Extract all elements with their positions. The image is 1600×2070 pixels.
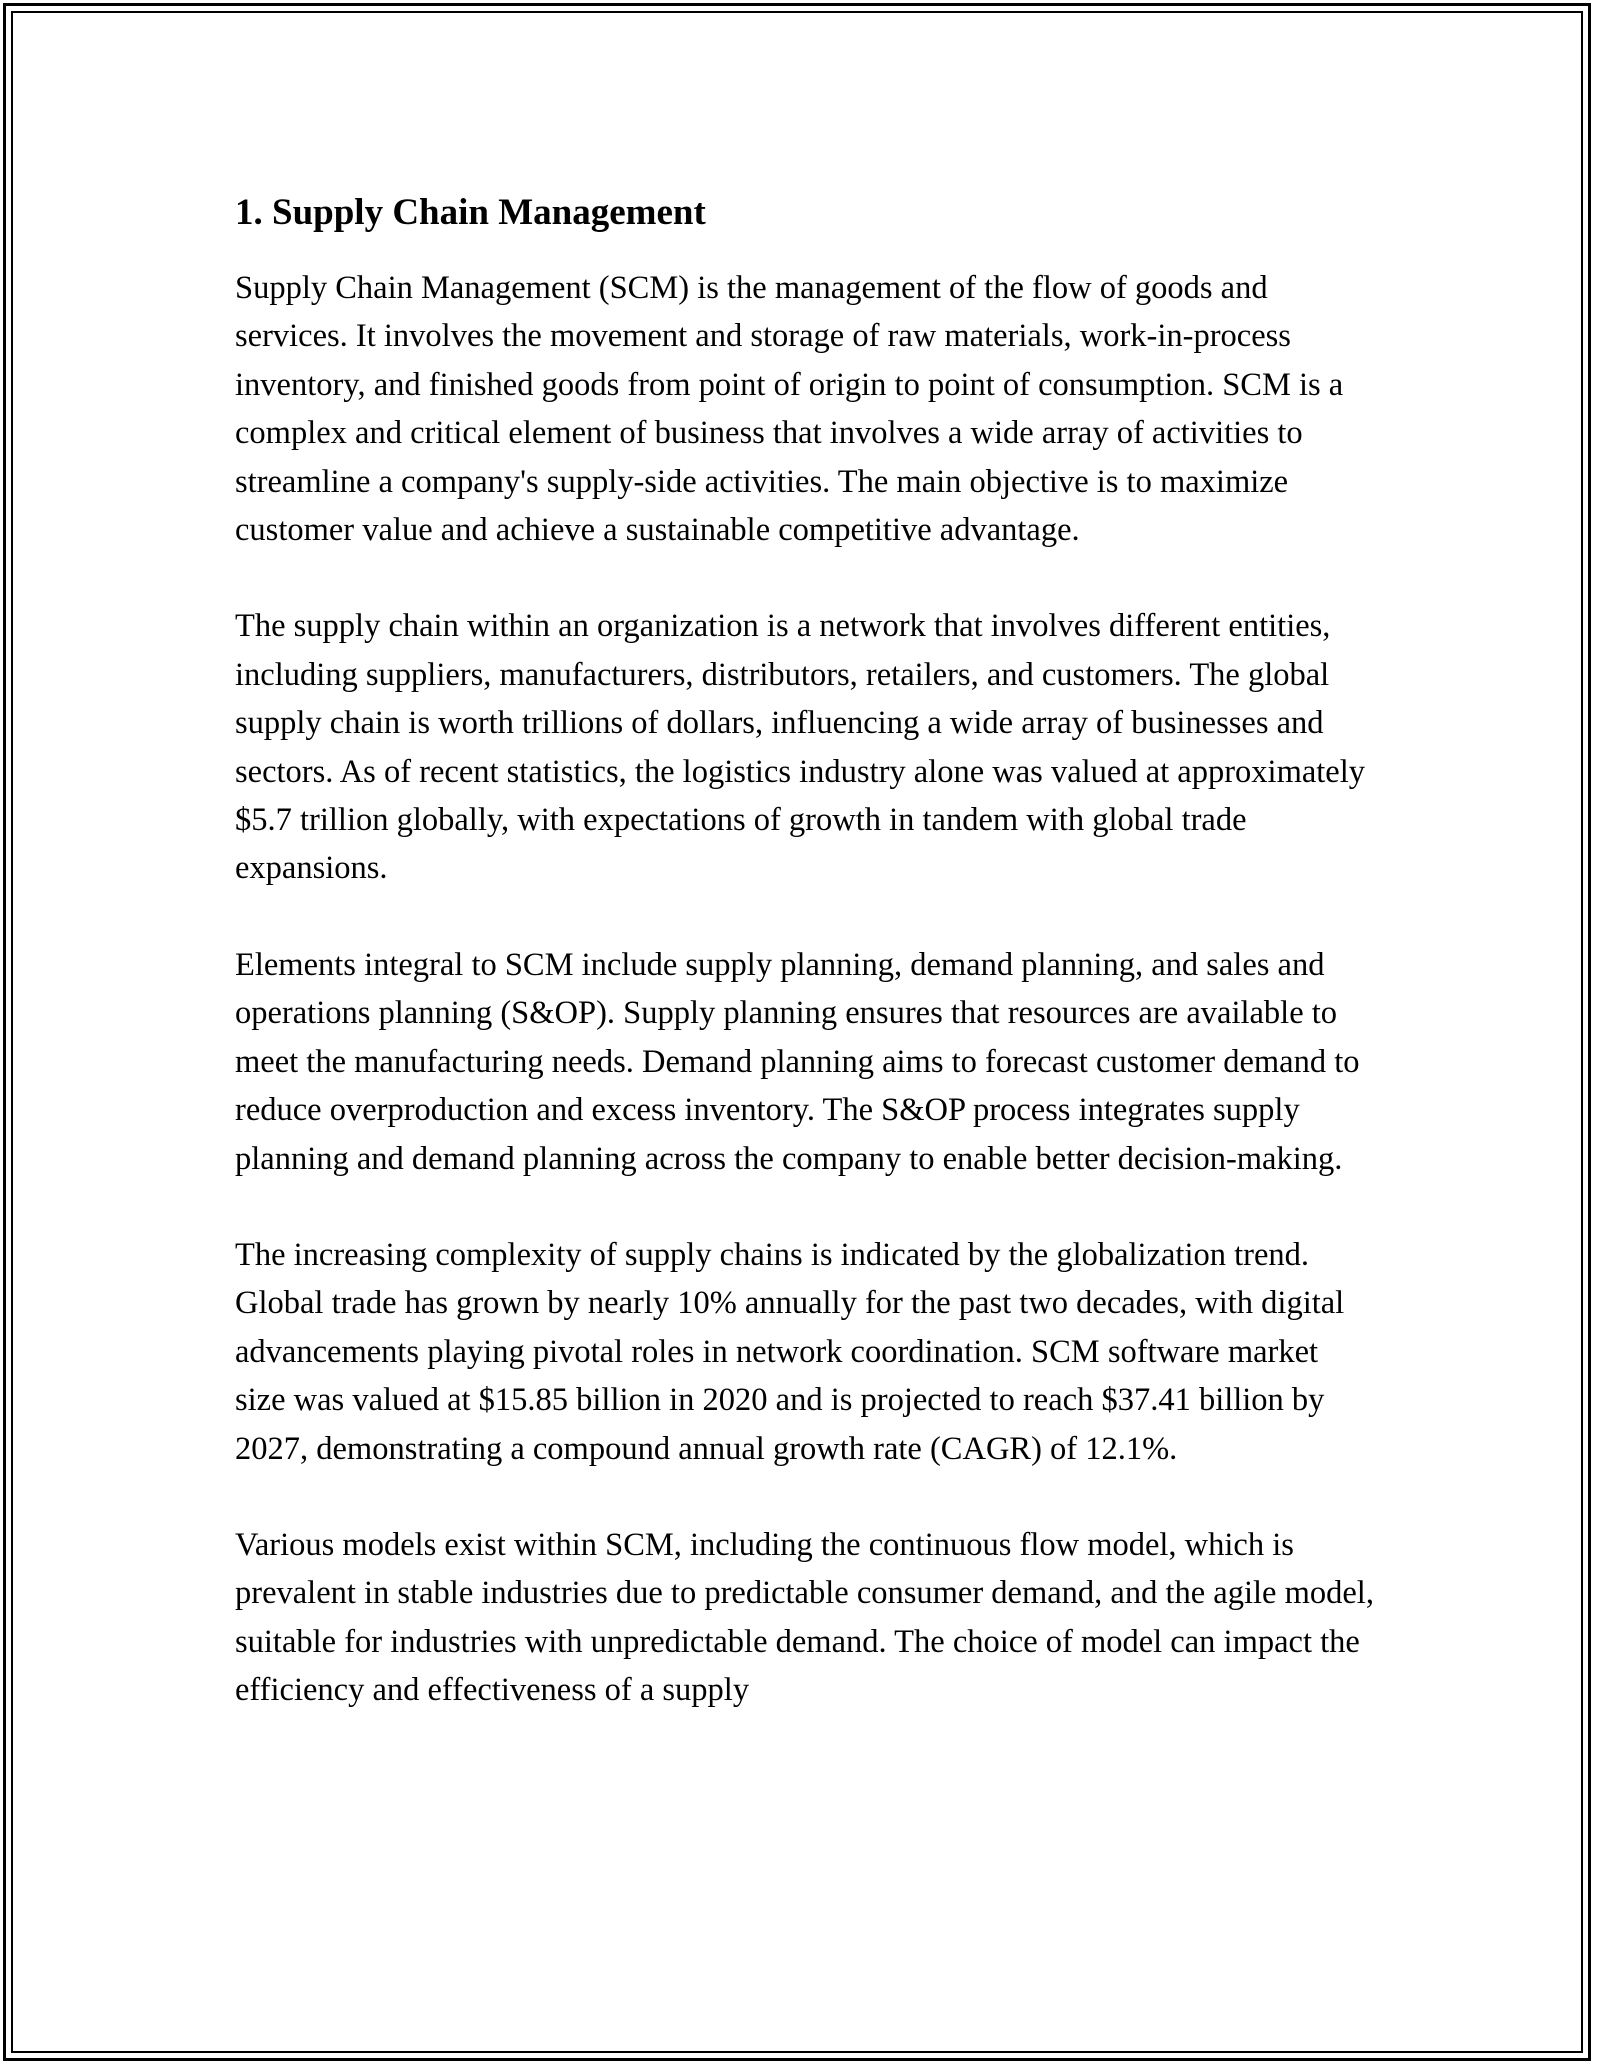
section-heading: 1. Supply Chain Management	[235, 192, 706, 233]
document-body	[235, 188, 1375, 1763]
paragraph-scm-elements: Elements integral to SCM include supply planning, demand planning, and sales and operations planning (S&OP). Supply planning ensures that resources are available to meet the manufacturing needs. Demand planning aims to forecast customer demand to reduce overproduction and excess inventory. The S&OP process integrates supply planning and demand planning across the company to enable better decision-making.	[235, 946, 1360, 1177]
paragraph-scm-definition: Supply Chain Management (SCM) is the management of the flow of goods and services. It involves the movement and storage of raw materials, work-in-process inventory, and finished goods from point of origin to point of consumption. SCM is a complex and critical element of business that involves a wide array of activities to streamline a company's supply-side activities. The main objective is to maximize customer value and achieve a sustainable competitive advantage.	[235, 270, 1344, 549]
paragraph-complexity-growth: The increasing complexity of supply chains is indicated by the globalization trend. Global trade has grown by nearly 10% annually for the past two decades, with digital advancements playing pivotal roles in network coordination. SCM software market size was valued at $15.85 billion in 2020 and is projected to reach $37.41 billion by 2027, demonstrating a compound annual growth rate (CAGR) of 12.1%.	[235, 1236, 1345, 1467]
paragraph-supply-chain-network: The supply chain within an organization is a network that involves different entities, including suppliers, manufacturers, distributors, retailers, and customers. The global supply chain is worth trillions of dollars, influencing a wide array of businesses and sectors. As of recent statistics, the logistics industry alone was valued at approximately $5.7 trillion globally, with expectations of growth in tandem with global trade expansions.	[235, 608, 1366, 887]
paragraph-scm-models: Various models exist within SCM, including the continuous flow model, which is prevalent in stable industries due to predictable consumer demand, and the agile model, suitable for industries with unpredictable demand. The choice of model can impact the efficiency and effectiveness of a supply	[235, 1526, 1374, 1709]
